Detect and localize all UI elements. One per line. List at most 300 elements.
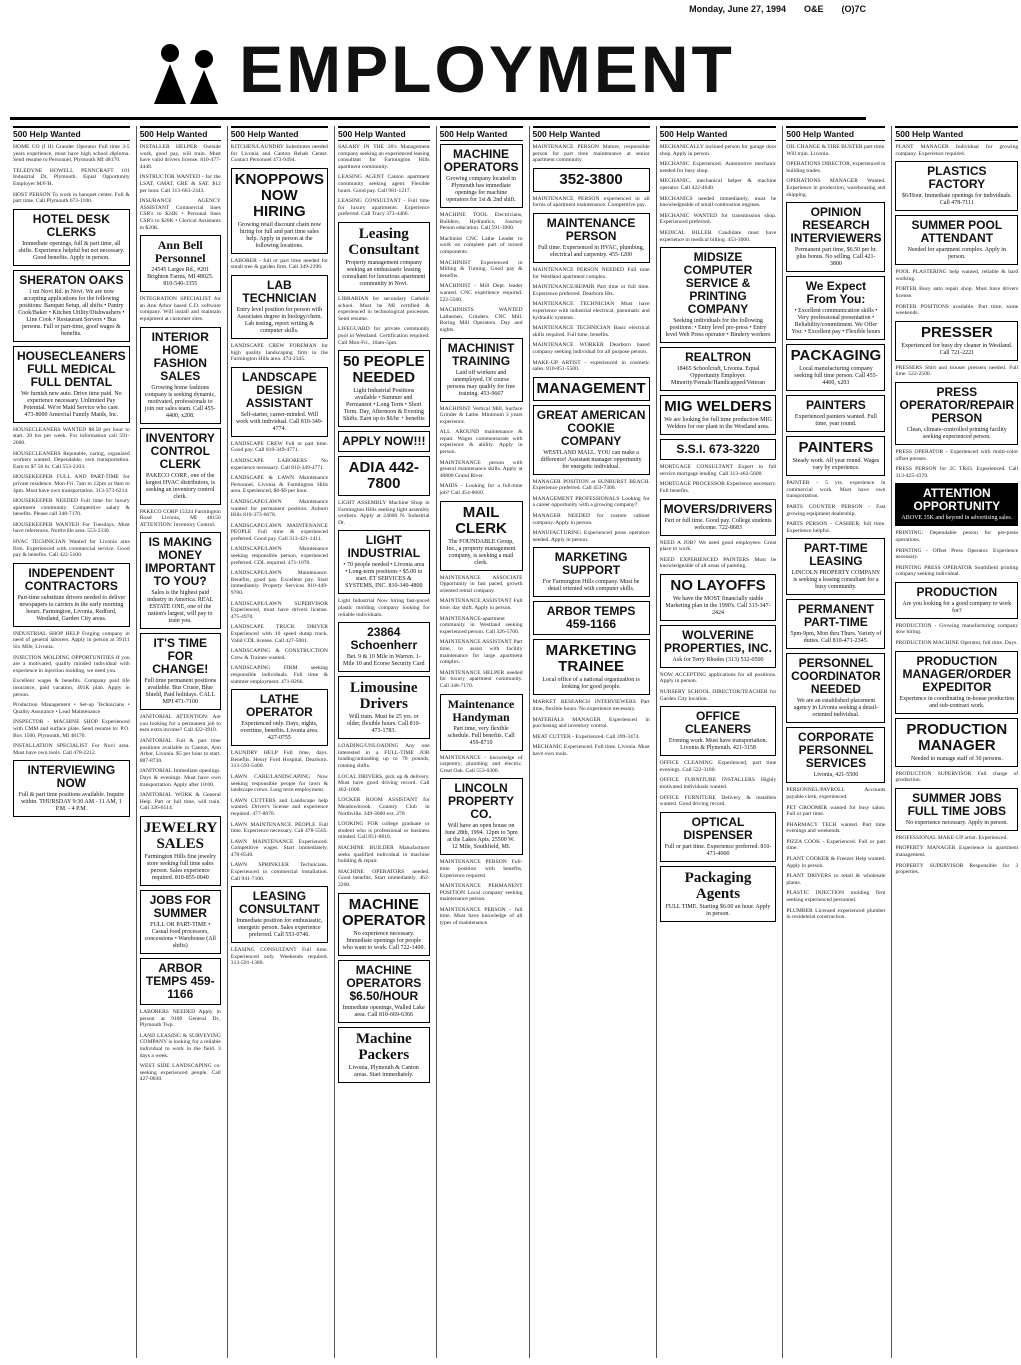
display-ad-title: S.S.I. 673-3220 xyxy=(676,442,760,457)
display-ad-title: LINCOLN PROPERTY CO. xyxy=(448,781,515,822)
classified-ad: LANDSCAPE/LAWN Maintenance. Benefits, good pay. Excellent pay. Start immediately. Property Services 810-449-9700. xyxy=(230,570,328,597)
display-ad xyxy=(786,538,885,595)
classified-ad: LANDSCAPE/LAWN Maintenance seeking responsible person, experienced preferred. CDL required. 471-1070. xyxy=(230,546,328,566)
display-ad-title: MIDSIZE COMPUTER SERVICE & PRINTING COMPANY xyxy=(683,250,753,317)
display-ad-body: We furnish new auto. Drive time paid. No experience necessary. Unlimited Pay Potential. We're Maid Service who care. 473-8000 Amercial Family Maids, Inc. xyxy=(21,390,122,418)
display-ad-title: PRESS OPERATOR/REPAIR PERSON xyxy=(899,384,1015,425)
display-ad-title: HOUSECLEANERS FULL MEDICAL FULL DENTAL xyxy=(17,348,126,389)
display-ad-title: INTERIOR HOME FASHION SALES xyxy=(151,329,209,383)
display-ad-body: Steady work. All year round. Wages vary by experience. xyxy=(792,458,880,472)
display-ad-body: We have the MOST financially stable Marketing plan in the 1990's. Call 313-347-2424 xyxy=(665,595,771,616)
classified-ad: LAUNDRY HELP Full time, days. Benefits. Henry Ford Hospital, Dearborn. 313-593-5400. xyxy=(230,750,328,770)
classified-ad: LANDSCAPE CREW Full or part time. Good pay. Call 810-349-4771. xyxy=(230,440,328,454)
classified-ad: OPERATIONS DIRECTOR, experienced in building trades. xyxy=(786,161,886,174)
classified-ad: Excellent wages & benefits. Company paid life insurance, paid vacation, 401K plan. Apply in person. xyxy=(13,678,130,698)
page-header xyxy=(10,4,866,18)
classified-column xyxy=(782,126,888,1358)
classified-ad: PROFESSIONAL MAKE-UP artist. Experienced. xyxy=(895,834,1008,841)
display-ad-title: PLASTICS FACTORY xyxy=(927,164,987,192)
classified-ad: PORTER POSITIONS available. Part time, some weekends. xyxy=(895,303,1019,317)
display-ad xyxy=(786,276,885,340)
classified-ad: MECHANIC Experienced. Automotive mechanic needed for busy shop. xyxy=(659,161,777,174)
display-ad xyxy=(338,530,430,594)
display-ad xyxy=(786,395,885,432)
display-ad-title: MANAGEMENT xyxy=(536,379,646,397)
classified-ad: MORTGAGE PROCESSOR Experience necessary. Full benefits. xyxy=(659,481,777,494)
display-ad-body: Immediate openings, Walled Lake area. Call 810-669-6366 xyxy=(342,1004,425,1018)
display-ad xyxy=(140,327,221,424)
classified-ad: INSTRUCTOR WANTED - for the LSAT, GMAT, GRE & SAT. $12 per hour. Call 313-663-2343. xyxy=(139,174,221,194)
display-ad-body: Sales is the highest paid industry in America. REAL ESTATE ONE, one of the nation's largest, will pay to train you. xyxy=(147,590,214,625)
classified-ad: PRESS PERSON for 2C TR43. Experienced. Call 313-425-4370. xyxy=(895,466,1019,479)
display-ad xyxy=(533,405,650,475)
display-ad xyxy=(338,431,430,452)
display-ad-title: ATTENTION OPPORTUNITY xyxy=(913,486,1001,514)
section-heading: 500 Help Wanted xyxy=(533,126,650,141)
display-ad xyxy=(533,377,650,401)
classified-ad: LANDSCAPING FIRM seeking responsible individuals. Full time & summer employment. 471-8266. xyxy=(230,665,328,685)
display-ad-body: No experience necessary. Immediate openings for people who want to work. Call 722-1400. xyxy=(342,930,426,951)
classified-ad: LEASING CONSULTANT - Full time for luxury apartments. Experience preferred. Call Tracy 373-4466. xyxy=(337,198,430,218)
publication-name: O&E xyxy=(803,4,824,14)
display-ad-title: REALTRON xyxy=(685,350,751,365)
classified-ad: OIL CHANGE & TIRE BUSTER part time. Will train. Livonia. xyxy=(786,144,886,157)
display-ad-title: OPINION RESEARCH INTERVIEWERS xyxy=(790,205,882,246)
display-ad xyxy=(338,1027,430,1083)
display-ad-title: MAINTENANCE PERSON xyxy=(546,215,636,243)
classified-ad: MAINTENANCE PERSON NEEDED Full time for Westland apartment complex. xyxy=(532,266,650,280)
display-ad xyxy=(140,890,221,954)
section-heading: 500 Help Wanted xyxy=(140,126,221,141)
display-ad-body: Light Industrial Positions available • Summer and Permanent • Long Term • Short Term. Day, Afternoon & Evening Shifts. Earn up to $6/hr + benefits xyxy=(343,388,425,423)
display-ad-body: Are you looking for a good company to work for? xyxy=(902,600,1012,614)
classified-ad: OFFICE FURNITURE Delivery & installers wanted. Good driving record. xyxy=(659,794,777,808)
classified-ad: MACHINIST - Mill Dept. leader wanted. CNC experience required. 522-5500. xyxy=(439,283,523,303)
display-ad xyxy=(338,676,430,739)
classified-ad: LOCKER ROOM ASSISTANT for Meadowbrook Country Club in Northville. 349-3600 ext. 278 xyxy=(337,797,430,817)
classified-ad: LABORER - full or part time needed for small tree & garden firm. Call 349-2396. xyxy=(230,257,328,271)
classified-ad: INJECTION MOLDING OPPORTUNITIES If you are a motivated, quality minded individual with experience in injection molding, we need you. xyxy=(13,654,130,674)
classified-ad: LOADING/UNLOADING Any one interested in a FULL-TIME JOB loading/unloading up to 70 pounds, rotating shifts. xyxy=(337,743,430,770)
classified-ad: PLANT MANAGER Individual for growing company. Experience required. xyxy=(895,144,1019,157)
display-ad-body: Seeking individuals for the following positions: • Entry level pre-press • Entry level Web Press operator • Bindery workers xyxy=(665,318,771,339)
display-ad xyxy=(895,788,1018,831)
display-ad xyxy=(895,215,1018,265)
classified-ad: Machinist CNC Lathe Leader to work on complete part of turned components. xyxy=(439,235,523,255)
display-ad-title: OPTICAL DISPENSER xyxy=(683,814,753,842)
classified-ad: HOUSEKEEPER NEEDED Full time for luxury apartment community. Competitive salary & benefits. Please call 348-7170. xyxy=(13,498,130,518)
display-ad-title: JEWELRY SALES xyxy=(143,820,218,852)
classified-ad: ALL AROUND maintenance & repair. Wages commensurate with experience & ability. Apply in person. xyxy=(439,429,523,456)
classified-ad: MAINTENANCE PERSON experienced in all forms of apartment maintenance. Competitive pay. xyxy=(532,195,650,209)
display-ad-body: FULL OR PART-TIME • Casual food processors, concessions • Warehouse (All shifts) xyxy=(144,922,216,949)
classified-ad: OFFICE CLEANING Experienced, part time evenings. Call 522-3180. xyxy=(659,760,777,773)
classified-ad: INSURANCE AGENCY ASSISTANT Commercial lines CSR's to $24K • Personal lines CSR's to $20K • Clerical Assistants to $20K. xyxy=(139,198,221,231)
classified-ad: INSTALLATION SPECIALIST For Novi area. Must have own tools. Call 478-2212. xyxy=(13,743,130,756)
display-ad-body: Permanent part time, $6.50 per hr. plus bonus. No selling. Call 421-3800 xyxy=(794,247,877,268)
employment-logo-icon xyxy=(141,34,231,104)
classified-ad: LAWN MAINTENANCE Experienced. Competitive wages. Start immediately. 478-8540. xyxy=(230,838,328,858)
display-ad-title: KNOPPOWS NOW HIRING xyxy=(234,170,324,220)
classified-ad: Light Industrial Now hiring fast-paced plastic molding company looking for reliable individuals. xyxy=(337,598,430,618)
display-ad-body: Farmington Hills fine jewelry store seeking full time sales person. Sales experience required. 810-855-0040 xyxy=(144,854,216,881)
classified-ad: MAIDS - Looking for a full-time job? Call 454-8660. xyxy=(439,483,523,497)
classified-ad: LANDSCAPE/LAWN Maintenance wanted for permanent position. Auburn Hills 810-373-6678. xyxy=(230,498,328,519)
display-ad-body: We are an established placement agency in Livonia seeking a detail-oriented individual. xyxy=(793,698,878,719)
display-ad-body: 5pm-9pm, Mon thru Thurs. Variety of duties. Call 810-471-2345. xyxy=(790,631,882,645)
display-ad-body: $6/Hour. Immediate openings for individuals. Call 478-7111 xyxy=(902,193,1012,207)
classified-column xyxy=(656,126,780,1358)
display-ad xyxy=(786,599,885,649)
display-ad-title: MOVERS/DRIVERS xyxy=(663,501,773,516)
classified-ad: HOME CO (I II) Grander Operator Full time 3-5 years experience, must have high school diploma. Send resume to Personnel, Plymouth MI 48170. xyxy=(13,144,130,164)
display-ad-body: Full & part time positions available. Inquire within. THURSDAY 9:30 AM - 11 AM, 1 P.M. - 4 P.M. xyxy=(18,792,125,813)
classified-ad: LAWN SPRINKLER Technicians. Experienced in commercial installation. Call 941-7100. xyxy=(230,862,328,882)
section-heading: 500 Help Wanted xyxy=(13,126,130,141)
display-ad-title: PRODUCTION MANAGER xyxy=(906,720,1008,754)
display-ad-body: Part-time substitute drivers needed to deliver newspapers to carriers in the early morning hours. Farmington, Livonia, Redford, Westland, Garden City areas. xyxy=(17,594,126,622)
classified-ad: WEST SIDE LANDSCAPING co. seeking experienced people. Call 427-0030. xyxy=(139,1063,221,1083)
display-ad xyxy=(140,633,221,710)
display-ad xyxy=(13,209,130,266)
classified-ad: MECHANIC WANTED for transmission shop. Experienced preferred. xyxy=(659,212,777,226)
display-ad xyxy=(140,235,221,292)
classified-ad: PARTS COUNTER PERSON - Fast growing equipment dealership. xyxy=(786,503,886,517)
display-ad-title: Maintenance Handyman xyxy=(447,696,515,724)
display-ad-body: Ask for Terry Rhodes (313) 532-0500 xyxy=(672,656,764,663)
classified-ad: MECHANIC, mechanical helper & machine operator. Call 422-4640. xyxy=(659,178,777,191)
classified-ad: MAINTENANCE WORKER Dearborn based company seeking individual for all purpose person. xyxy=(532,342,650,355)
display-ad-body: Full or part time. Experience preferred. 810-473-4000 xyxy=(664,843,772,857)
classified-ad: MANUFACTURING Experienced press operators needed. Apply in person. xyxy=(532,530,650,543)
classified-ad: INDUSTRIAL SHOP HELP Forging company in need of general laborers. Apply in person at 39111 Six Mile, Livonia. xyxy=(13,630,130,651)
classified-ad: LAWN CUTTERS and Landscape help wanted. Driver's license and experience required. 477-8870. xyxy=(230,797,328,817)
classified-column xyxy=(334,126,433,1358)
display-ad-title: IS MAKING MONEY IMPORTANT TO YOU? xyxy=(145,535,216,589)
display-ad xyxy=(660,395,777,435)
display-ad-body: Experience in coordinating in-house production and sub-contract work. xyxy=(899,695,1015,709)
classified-ad: PROPERTY MANAGER Experience in apartment management. xyxy=(895,845,1019,859)
display-ad-body: Growing home fashions company is seeking dynamic, motivated, professionals to join our sales team. Call 455-4400, x208. xyxy=(144,384,216,419)
employment-masthead xyxy=(10,20,866,120)
display-ad-title: PRODUCTION MANAGER/ORDER EXPEDITOR xyxy=(902,653,1012,694)
classified-ad: MEAT CUTTER - Experienced. Call 399-3474. xyxy=(532,733,640,740)
display-ad-title: GREAT AMERICAN COOKIE COMPANY xyxy=(536,407,646,448)
classified-ad: PRODUCTION - Growing manufacturing company now hiring. xyxy=(895,622,1019,636)
display-ad-title: ARBOR TEMPS 459-1166 xyxy=(546,604,636,632)
classified-ad: HVAC TECHNICIAN Wanted for Livonia area firm. Experienced with commercial service. Good pay & benefits. Call 422-5100. xyxy=(13,539,130,559)
display-ad-title: ARBOR TEMPS 459-1166 xyxy=(145,961,215,1001)
classified-ad: MECHANICALLY inclined person for garage door shop. Apply in person. xyxy=(659,144,777,157)
classified-ad: LEASING CONSULTANT Full time. Experienced only. Weekends required. 313-591-1380. xyxy=(230,947,328,967)
display-ad-title: INVENTORY CONTROL CLERK xyxy=(145,430,215,471)
classified-ad: MACHINE TOOL Electricians, Builders, Hydraulics, Journey Person education. Call 591-3900. xyxy=(439,212,523,232)
classified-ad: MACHINISTS WANTED Lathemen, Grinders. CNC Mill. Boring Mill Operators. Day and nights. xyxy=(439,307,523,333)
display-ad xyxy=(660,439,777,460)
display-ad xyxy=(231,168,328,254)
classified-ad: PIZZA COOK - Experienced. Full or part time. xyxy=(786,838,886,852)
display-ad-body: Part or full time. Good pay. College students welcome. 722-8683 xyxy=(664,517,772,531)
classified-column xyxy=(529,126,653,1358)
display-ad xyxy=(895,483,1018,526)
display-ad-title: WOLVERINE PROPERTIES, INC. xyxy=(664,627,773,655)
classified-ad: PRODUCTION MACHINE Operator, full time. Days. xyxy=(895,640,1018,647)
display-ad-title: MACHINE OPERATORS xyxy=(443,147,519,174)
section-heading: 500 Help Wanted xyxy=(440,126,523,141)
classified-ad: LANDSCAPE TRUCK DRIVER Experienced with 10 speed dump truck. Valid CDL license. Call 427-5001. xyxy=(230,624,328,644)
display-ad xyxy=(660,812,777,862)
display-ad xyxy=(895,718,1018,767)
section-heading: 500 Help Wanted xyxy=(660,126,777,141)
classified-ad: INSTALLER HELPER Outside work, good pay, will train. Must have valid drivers license. 810-477-4448. xyxy=(139,144,221,170)
display-ad-title: SHERATON OAKS xyxy=(19,272,124,287)
display-ad xyxy=(440,501,523,571)
display-ad xyxy=(895,582,1018,619)
display-ad-title: MACHINE OPERATOR xyxy=(341,895,426,929)
classified-ad: LAWN CARE/LANDSCAPING Now seeking responsible people for lawn & landscape crews. Long term employment. xyxy=(230,773,328,794)
display-ad-body: Local office of a national organization is looking for good people. xyxy=(542,677,640,691)
classified-ad: PAINTER - 5 yrs. experience in commercial work. Must have own transportation. xyxy=(786,480,886,500)
classified-ad: LOOKING FOR college graduate or student who is professional or business minded. Call 851-8810. xyxy=(337,821,430,841)
display-ad xyxy=(338,622,430,672)
display-ad-body: Needed for apartment complex. Apply in person. xyxy=(907,247,1006,261)
classified-ad: PLANT DRIVERS to retail & wholesale plants. xyxy=(786,873,886,886)
display-ad xyxy=(660,706,777,756)
classified-ad: JANITORIAL Full & part time positions available in Canton, Ann Arbor, Livonia. $5 per hour to start. 887-8730. xyxy=(139,738,221,764)
classified-column xyxy=(436,126,526,1358)
classified-ad: PARTS PERSON - CASHIER, full time. Experience helpful. xyxy=(786,521,886,534)
display-ad xyxy=(786,727,885,783)
display-ad-body: WESTLAND MALL. YOU can make a difference! Assistant manager opportunity for energetic individual. xyxy=(540,449,642,470)
display-ad xyxy=(660,866,777,922)
classified-ad: MECHANIC Experienced. Full time. Livonia. Must have own tools. xyxy=(532,744,650,757)
classified-ad: MAINTENANCE - knowledge of carpentry, plumbing and electric. Great Oak. Call 553-0300. xyxy=(439,754,523,774)
classified-ad: MAKE-UP ARTIST - experienced in cosmetic sales. 810-851-5500. xyxy=(532,359,650,373)
display-ad-body: 18465 Schoolcraft, Livonia. Equal Opportunity Employer. Minority/Female/Handicapped/Veteran xyxy=(671,366,765,387)
display-ad-body: Local manufacturing company seeking full time person. Call 455-4400, x203 xyxy=(794,366,878,387)
display-ad-body: Growing company located in Plymouth has immediate openings for machine operators for 1st & 2nd shift. xyxy=(446,176,516,203)
display-ad-body: The FOUNDABLE Group, Inc., a property management company, is seeking a mail clerk. xyxy=(446,538,516,566)
page-number: (O)7C xyxy=(841,4,866,14)
display-ad-body: Livonia, Plymouth & Canton areas. Start immediately. xyxy=(348,1064,419,1078)
classified-ad: TELEDYNE HOWELL PENNCRAFT 101 Industrial Dr, Plymouth. Equal Opportunity Employer M/F/H. xyxy=(13,167,130,187)
display-ad-title: We Expect From You: xyxy=(805,279,867,307)
classified-ad: NEED EXPERIENCED PAINTERS Must be knowledgeable of all areas of painting. xyxy=(659,556,777,570)
display-ad-body: Full time. Experienced in HVAC, plumbing, electrical and carpentry. 455-1200 xyxy=(537,244,645,258)
classified-ad: MATERIALS MANAGER Experienced in purchasing and inventory control. xyxy=(532,716,650,730)
display-ad xyxy=(338,350,430,427)
classified-ad: MAINTENANCE PERSON Mature, responsible person for part time maintenance at senior apartment community. xyxy=(532,144,650,164)
classified-ad: SALARY IN THE 20's Management company seeking an experienced leasing consultant for Farmington Hills apartment community. xyxy=(337,144,430,170)
display-ad xyxy=(13,760,130,817)
display-ad xyxy=(338,960,430,1023)
display-ad xyxy=(440,144,523,208)
classified-ad: HOUSECLEANERS Reputable, caring, organized workers wanted. Dependable, own transportation. Earn to $7.50 hr. Call 553-2103. xyxy=(13,450,130,470)
display-ad-body: Will train. Must be 25 yrs. or older, flexible hours. Call 810-473-1783. xyxy=(346,714,421,735)
classified-ad: MARKET RESEARCH INTERVIEWERS Part time, flexible hours. No experience necessary. xyxy=(532,699,650,713)
classified-column xyxy=(136,126,224,1358)
display-ad-title: MARKETING SUPPORT xyxy=(554,550,628,578)
display-ad-title: PERMANENT PART-TIME xyxy=(797,602,874,630)
display-ad-title: MIG WELDERS xyxy=(664,398,772,416)
classified-ad: Production Management • Set-up Technicians • Quality Assurance • Lead Maintenance xyxy=(13,702,130,715)
classified-ad: MANAGER POSITION at SUNBURST BEACH. Experience preferred. Call 453-7300. xyxy=(532,478,650,492)
classified-columns xyxy=(10,126,1019,1358)
display-ad xyxy=(13,346,130,423)
display-ad xyxy=(440,338,523,402)
display-ad-body: Experienced for busy dry cleaner in Westland. Call 721-2221 xyxy=(901,342,1013,356)
classified-ad: MAINTENANCE ASSISTANT Full time, day shift. Apply in person. xyxy=(439,598,523,611)
classified-ad: PRODUCTION SUPERVISOR Full charge of production. xyxy=(895,770,1019,784)
classified-ad: MAINTENANCE-apartment community in Westland seeking experienced person. Call 326-5700. xyxy=(439,615,523,635)
classified-ad: OFFICE FURNITURE INSTALLERS Highly motivated individuals wanted. xyxy=(659,777,777,791)
display-ad-title: PACKAGING xyxy=(790,347,882,365)
display-ad-body: Will have an open house on June 28th, 1994. 12pm to 5pm at the Lakes Apts. 25500 W. 12 Mile, Southfield, MI. xyxy=(444,823,518,851)
display-ad-body: Full time permanent positions available. Bus Crusie, Blue Shield, Paid holidays. CALL MPI 471-7100 xyxy=(144,678,217,706)
classified-ad: MAINTENANCE person with general maintenance skills. Apply at 48800 Grand River. xyxy=(439,459,523,479)
classified-ad: LABORERS NEEDED Apply in person at 9100 General Dr., Plymouth Twp. xyxy=(139,1009,221,1029)
classified-ad: MACHINE BUILDER Manufacturer seeks qualified individual in machine building & repair. xyxy=(337,844,430,865)
classified-ad: MEDICAL BILLER Candidate must have experience in medical billing. 453-3000. xyxy=(659,229,777,243)
display-ad-body: For Farmington Hills company. Must be detail oriented with computer skills. xyxy=(542,579,640,593)
classified-ad: PRINTING: Dependable person for pre-press operations. xyxy=(895,530,1019,543)
display-ad-body: LINCOLN PROPERTY COMPANY is seeking a leasing consultant for a busy community. xyxy=(791,570,881,591)
classified-ad: LANDSCAPE/LAWN SUPERVISOR Experienced, must have drivers license. 475-4970. xyxy=(230,600,328,620)
masthead-title: EMPLOYMENT xyxy=(239,31,735,106)
display-ad xyxy=(338,456,430,496)
classified-ad: LANDSCAPE/LAWN MAINTENANCE PEOPLE Full time & experienced preferred. Good pay. Call 313-421-1411. xyxy=(230,522,328,542)
display-ad-body: Growing retail discount chain now hiring for full and part time sales help. Apply in person at the following locations. xyxy=(237,221,322,249)
display-ad-title: PAINTERS xyxy=(798,439,874,457)
classified-ad: PRESSERS Shirt and trouser pressers needed. Full time. 522-2500. xyxy=(895,364,1019,378)
classified-ad: LANDSCAPE LABORERS No experience necessary. Call 810-349-4771. xyxy=(230,457,328,471)
display-ad-title: LANDSCAPE DESIGN ASSISTANT xyxy=(242,369,317,410)
classified-ad: MECHANICS needed immediately, must be knowledgeable of small combustion engines. xyxy=(659,195,777,209)
display-ad-title: JOBS FOR SUMMER xyxy=(149,893,211,920)
display-ad-body: ABOVE 35K and beyond in advertising sales. xyxy=(901,515,1013,522)
display-ad-body: 1 mi Novi Rd. in Novi. We are now accepting applications for the following positions: Banquet Setup, all shifts • Pantry Cook/Baker • Kitchen Utility/Dishwashers • Line Cook • Restaurant Servers • Bus persons. Full or part-time, good wages & benefits. xyxy=(18,288,125,337)
display-ad-body: Self-starter, career-minded. Will work with individual. Call 810-349-4774. xyxy=(235,411,323,432)
display-ad-body: Bet. 9 & 10 Mile in Warren. 1-Mile 10 and Ecorse Security Card xyxy=(343,654,425,668)
classified-ad: PRINTING PRESS OPERATOR Southfield printing company seeking individual. xyxy=(895,564,1019,578)
display-ad-body: Livonia, 421-5500 xyxy=(813,772,859,779)
classified-ad: MAINTENANCE TECHNICIAN Basic electrical skills required. Full time, benefits. xyxy=(532,325,650,338)
display-ad-body: We are looking for full time production MIG Welders for our plant in the Westland area. xyxy=(664,417,772,431)
classified-ad: LANDSCAPE & LAWN Maintenance Personnel, Livonia & Farmington Hills area. Experienced, $6-$9 per hour. xyxy=(230,475,328,495)
display-ad xyxy=(786,202,885,272)
classified-ad: MAINTENANCE TECHNICIAN Must have experience with industrial electrical, pneumatic and hydraulic systems. xyxy=(532,301,650,321)
display-ad-title: INTERVIEWING NOW xyxy=(27,763,116,791)
classified-ad: PLANT COOKER & Freezer Help wanted. Apply in person. xyxy=(786,856,886,869)
classified-ad: HOUSECLEANERS WANTED $8.50 per hour to start. 20 hrs per week. For information call 591-2600. xyxy=(13,426,130,446)
section-heading: 500 Help Wanted xyxy=(786,126,885,141)
classified-ad: MACHINIST Vertical Mill, Surface Grinder & Lathe. Minimum 3 years experience. xyxy=(439,405,523,425)
display-ad xyxy=(786,344,885,391)
classified-ad: MORTGAGE CONSULTANT Expert in full service mortgage lending. Call 313-462-5600. xyxy=(659,464,777,477)
classified-ad: HOUSEKEEPER FULL AND PART-TIME for private residence. Mon-Fri. 7am to 12pm or 8am to 4pm. Must have own transportation. 313-373-6214. xyxy=(13,474,130,494)
classified-ad: PLUMBER Licensed experienced plumber in residential construction. xyxy=(786,907,886,921)
classified-ad: PHARMACY TECH wanted. Part time evenings and weekends. xyxy=(786,821,886,835)
display-ad-title: PAINTERS xyxy=(806,398,866,413)
classified-column xyxy=(227,126,331,1358)
display-ad xyxy=(895,651,1018,714)
classified-ad: PAKECO CORP 15324 Farmington Road Livonia, MI 48150 ATTENTION: Inventory Control. xyxy=(139,508,221,528)
classified-ad: NURSERY SCHOOL DIRECTOR/TEACHER for Garden City location. xyxy=(659,689,777,702)
display-ad-body: 24545 Larges Rd., #201 Brighton Farms, MI 48025. 810-540-3355 xyxy=(147,267,214,288)
display-ad-title: APPLY NOW!!! xyxy=(342,434,426,449)
display-ad-title: PRESSER xyxy=(920,323,993,341)
display-ad-title: SUMMER POOL ATTENDANT xyxy=(911,218,1003,246)
display-ad-body: Needed to manage staff of 30 persons. xyxy=(910,755,1003,762)
classified-ad: LAWN MAINTENANCE PEOPLE Full time. Experience necessary. Call 478-5565. xyxy=(230,821,328,835)
classified-ad: PLASTIC INJECTION molding firm seeking experienced personnel. xyxy=(786,890,886,904)
classified-ad: OPERATIONS MANAGER Wanted. Experience in production, warehousing and shipping. xyxy=(786,178,886,198)
classified-column xyxy=(891,126,1021,1358)
display-ad-title: PRODUCTION xyxy=(916,584,998,599)
classified-ad: HOUSEKEEPER WANTED For Tuesdays. Must have references. Northville area. 553-2330. xyxy=(13,521,130,535)
classified-ad: MAINTENANCE PERSON - full time. Must have knowledge of all types of maintenance. xyxy=(439,906,523,927)
display-ad xyxy=(338,893,430,956)
display-ad-title: Machine Packers xyxy=(355,1030,412,1063)
classified-ad: MANAGEMENT PROFESSIONALS Looking for a career opportunity with a growing company? xyxy=(532,495,650,509)
classified-ad: MACHINE OPERATORS needed. Good benefits. Start immediately. 462-2200. xyxy=(337,868,430,888)
classified-ad: PRESS OPERATOR - Experienced with multi-color offset presses. xyxy=(895,448,1019,462)
classified-ad: PROPERTY SUPERVISOR Responsible for 3 properties. xyxy=(895,862,1019,876)
display-ad-title: HOTEL DESK CLERKS xyxy=(32,211,110,239)
classified-ad: LANDSCAPING & CONSTRUCTION Crew & Trainee wanted. xyxy=(230,648,328,661)
display-ad-body: No experience necessary. Apply in person. xyxy=(905,819,1008,826)
display-ad-title: LAB TECHNICIAN xyxy=(242,277,317,305)
section-heading: 500 Help Wanted xyxy=(895,126,1018,141)
display-ad-body: • 70 people needed • Livonia area • Long-term positions • $5.00 to start. ET SERVICES & SYSTEMS, INC. 810-349-4800 xyxy=(343,562,425,590)
display-ad xyxy=(13,270,130,342)
classified-ad: LIGHT ASSEMBLY Machine Shop in Farmington Hills seeking light assembly workers. Apply at 24600 N. Industrial Dr. xyxy=(337,500,430,526)
display-ad xyxy=(533,601,650,635)
section-heading: 500 Help Wanted xyxy=(338,126,430,141)
classified-ad: PET GROOMER wanted for busy salon. Full or part time. xyxy=(786,804,886,818)
display-ad xyxy=(660,499,777,536)
display-ad xyxy=(660,625,777,668)
classified-ad: JANITORIAL Immediate openings. Days & evenings. Must have own transportation. Apply after 10:00. xyxy=(139,768,221,788)
classified-ad: LOCAL DRIVERS, pick up & delivery. Must have good driving record. Call 462-1600. xyxy=(337,773,430,793)
classified-ad: LEASING AGENT Canton apartment community seeking agent. Flexible hours. Good pay. Call 981-1217. xyxy=(337,174,430,194)
display-ad xyxy=(533,213,650,263)
section-heading: 500 Help Wanted xyxy=(231,126,328,141)
display-ad-body: Experienced only. Days, nights, overtime, benefits. Livonia area. 427-0755 xyxy=(240,721,319,742)
classified-ad: KITCHEN/LAUNDRY Substitutes needed for Livonia and Canton Rehab Center. Contact Personnel 473-9494. xyxy=(230,144,328,164)
classified-ad: PRINTING - Offset Press Operator. Experience necessary. xyxy=(895,547,1019,561)
display-ad xyxy=(895,161,1018,211)
classified-ad: HOST PERSON To work in banquet center. Full & part time. Call Plymouth 673-1100. xyxy=(13,191,130,205)
classified-ad: MANAGER NEEDED for custom cabinet company. Apply in person. xyxy=(532,513,650,526)
display-ad-title: Packaging Agents xyxy=(684,869,752,902)
classified-ad: INSPECTOR - MACHINE SHOP Experienced with CMM and surface plate. Send resume to: P.O. Box 1500, Plymouth, MI 48170. xyxy=(13,719,130,739)
display-ad xyxy=(660,574,777,621)
display-ad xyxy=(440,694,523,751)
display-ad-title: MACHINE OPERATORS $6.50/HOUR xyxy=(346,962,422,1003)
display-ad xyxy=(231,689,328,746)
display-ad-body: Immediate openings, full & part time, all shifts. Experience helpful but not necessary. Good benefits. Apply in person. xyxy=(18,240,125,261)
classified-ad: JANITORIAL ATTENTION: Are you looking for a permanent job to earn extra income? Call 422-3910. xyxy=(139,714,221,734)
display-ad xyxy=(660,347,777,391)
classified-ad: MAINTENANCE ASSISTANT Part time, to assist with facility maintenance for large apartment complex. xyxy=(439,639,523,666)
display-ad xyxy=(786,653,885,723)
display-ad-title: IT'S TIME FOR CHANGE! xyxy=(152,636,209,677)
classified-ad: MACHINIST Experienced in Milling & Turning. Good pay & benefits. xyxy=(439,259,523,279)
classified-ad: PORTER Busy auto repair shop. Must have drivers license. xyxy=(895,286,1019,299)
display-ad-title: ADIA 442-7800 xyxy=(348,459,419,493)
display-ad-title: PERSONNEL COORDINATOR NEEDED xyxy=(791,656,881,697)
